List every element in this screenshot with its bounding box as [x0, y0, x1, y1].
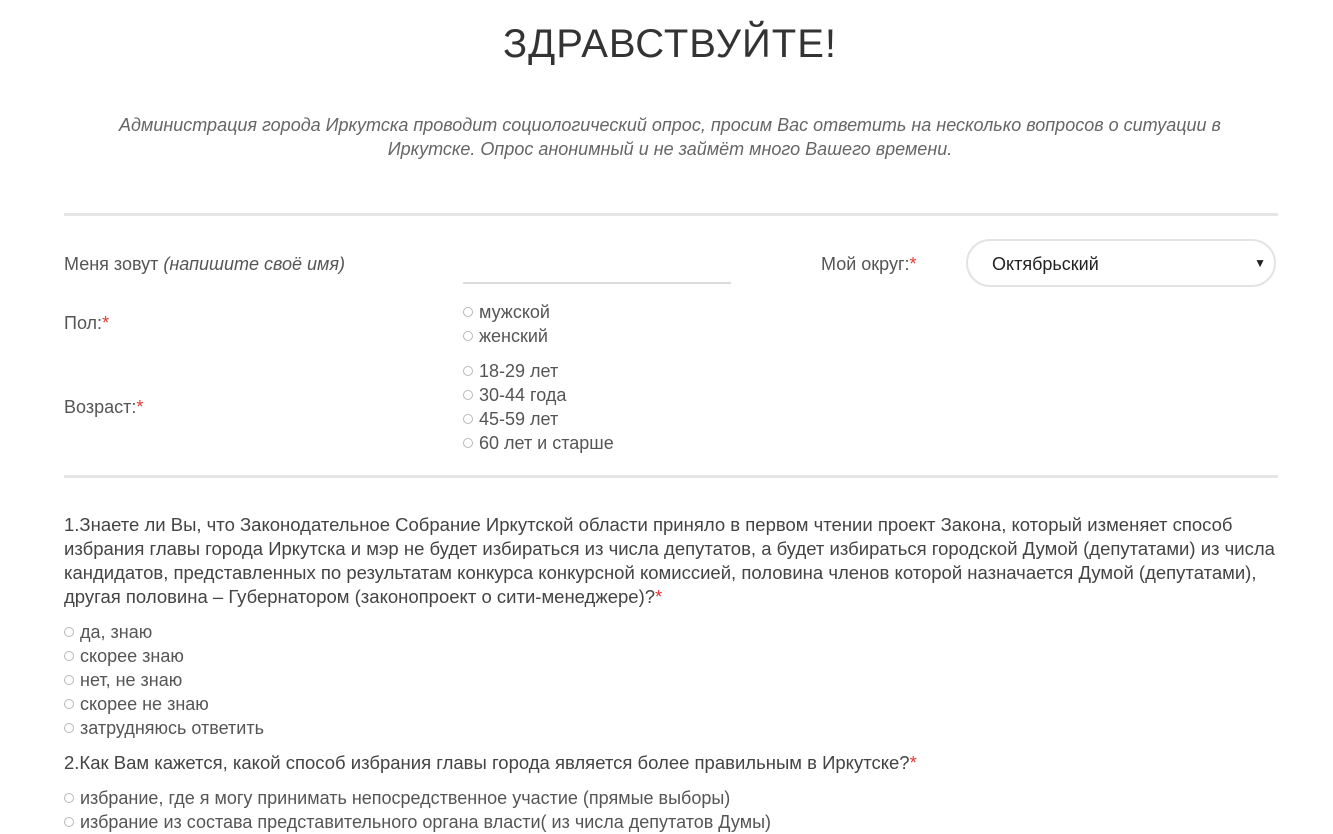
age-option-30-44[interactable] [463, 383, 614, 407]
district-select[interactable] [966, 239, 1276, 287]
dropdown-arrow-icon: ▼ [1254, 256, 1266, 270]
name-label [64, 252, 345, 276]
district-select-value: Октябрьский [992, 254, 1099, 274]
district-label [821, 252, 917, 276]
radio-icon[interactable] [64, 699, 74, 709]
district-label-text: Мой округ: [821, 254, 910, 274]
option-label: затрудняюсь ответить [80, 717, 264, 738]
age-radio-group [463, 359, 614, 455]
question-2-text [64, 751, 1278, 775]
q1-option-rather-no[interactable] [64, 692, 264, 716]
radio-icon[interactable] [463, 366, 473, 376]
age-label-text: Возраст: [64, 397, 137, 417]
name-label-text: Меня зовут [64, 254, 164, 274]
radio-icon[interactable] [64, 675, 74, 685]
q1-option-yes[interactable] [64, 620, 264, 644]
required-mark: * [909, 254, 917, 274]
q1-option-hard-to-say[interactable] [64, 716, 264, 740]
question-1-text [64, 513, 1278, 609]
radio-icon[interactable] [463, 390, 473, 400]
radio-icon[interactable] [463, 438, 473, 448]
required-mark: * [102, 313, 110, 333]
intro-text: Администрация города Иркутска проводит социологический опрос, просим Вас ответить на несколько вопросов о ситуации в Иркутске. Опрос анонимный и не займёт много Вашего времени. [119, 115, 1221, 159]
option-label: скорее не знаю [80, 693, 209, 714]
option-label: нет, не знаю [80, 669, 183, 690]
radio-icon[interactable] [64, 793, 74, 803]
gender-option-male[interactable] [463, 300, 550, 324]
option-label: мужской [479, 301, 550, 322]
option-label: 45-59 лет [479, 408, 559, 429]
radio-icon[interactable] [64, 651, 74, 661]
option-label: 60 лет и старше [479, 432, 614, 453]
age-label [64, 395, 143, 419]
question-1-options [64, 620, 264, 740]
option-label: да, знаю [80, 621, 153, 642]
name-hint: (напишите своё имя) [163, 254, 345, 274]
question-text: 1.Знаете ли Вы, что Законодательное Собрание Иркутской области приняло в первом чтении проект Закона, который изменяет способ избрания главы города Иркутска и мэр не будет избираться из числа депутатов, а будет избираться городской Думой (депутатами) из числа кандидатов, представленных по результатам конкурса конкурсной комиссией, половина членов которой назначается Думой (депутатами), другая половина – Губернатором (законопроект о сити-менеджере)? [64, 514, 1275, 607]
age-option-60-plus[interactable] [463, 431, 614, 455]
section-divider [64, 475, 1278, 478]
required-mark: * [136, 397, 144, 417]
q1-option-no[interactable] [64, 668, 264, 692]
age-option-45-59[interactable] [463, 407, 614, 431]
page-title: ЗДРАВСТВУЙТЕ! [502, 22, 837, 66]
radio-icon[interactable] [64, 817, 74, 827]
option-label: 30-44 года [479, 384, 567, 405]
q1-option-rather-yes[interactable] [64, 644, 264, 668]
question-text: 2.Как Вам кажется, какой способ избрания главы города является более правильным в Иркутске? [64, 752, 910, 773]
question-2-options [64, 786, 771, 834]
q2-option-direct-elections[interactable] [64, 786, 771, 810]
radio-icon[interactable] [463, 307, 473, 317]
radio-icon[interactable] [463, 331, 473, 341]
option-label: женский [479, 325, 548, 346]
required-mark: * [909, 752, 917, 773]
age-option-18-29[interactable] [463, 359, 614, 383]
section-divider [64, 213, 1278, 216]
option-label: 18-29 лет [479, 360, 559, 381]
q2-option-council-elections[interactable] [64, 810, 771, 834]
option-label: избрание из состава представительного органа власти( из числа депутатов Думы) [80, 811, 771, 832]
gender-label [64, 311, 109, 335]
gender-radio-group [463, 300, 550, 348]
gender-option-female[interactable] [463, 324, 550, 348]
radio-icon[interactable] [64, 627, 74, 637]
radio-icon[interactable] [64, 723, 74, 733]
option-label: скорее знаю [80, 645, 184, 666]
name-input[interactable] [463, 252, 731, 284]
required-mark: * [655, 586, 663, 607]
option-label: избрание, где я могу принимать непосредственное участие (прямые выборы) [80, 787, 731, 808]
radio-icon[interactable] [463, 414, 473, 424]
gender-label-text: Пол: [64, 313, 103, 333]
